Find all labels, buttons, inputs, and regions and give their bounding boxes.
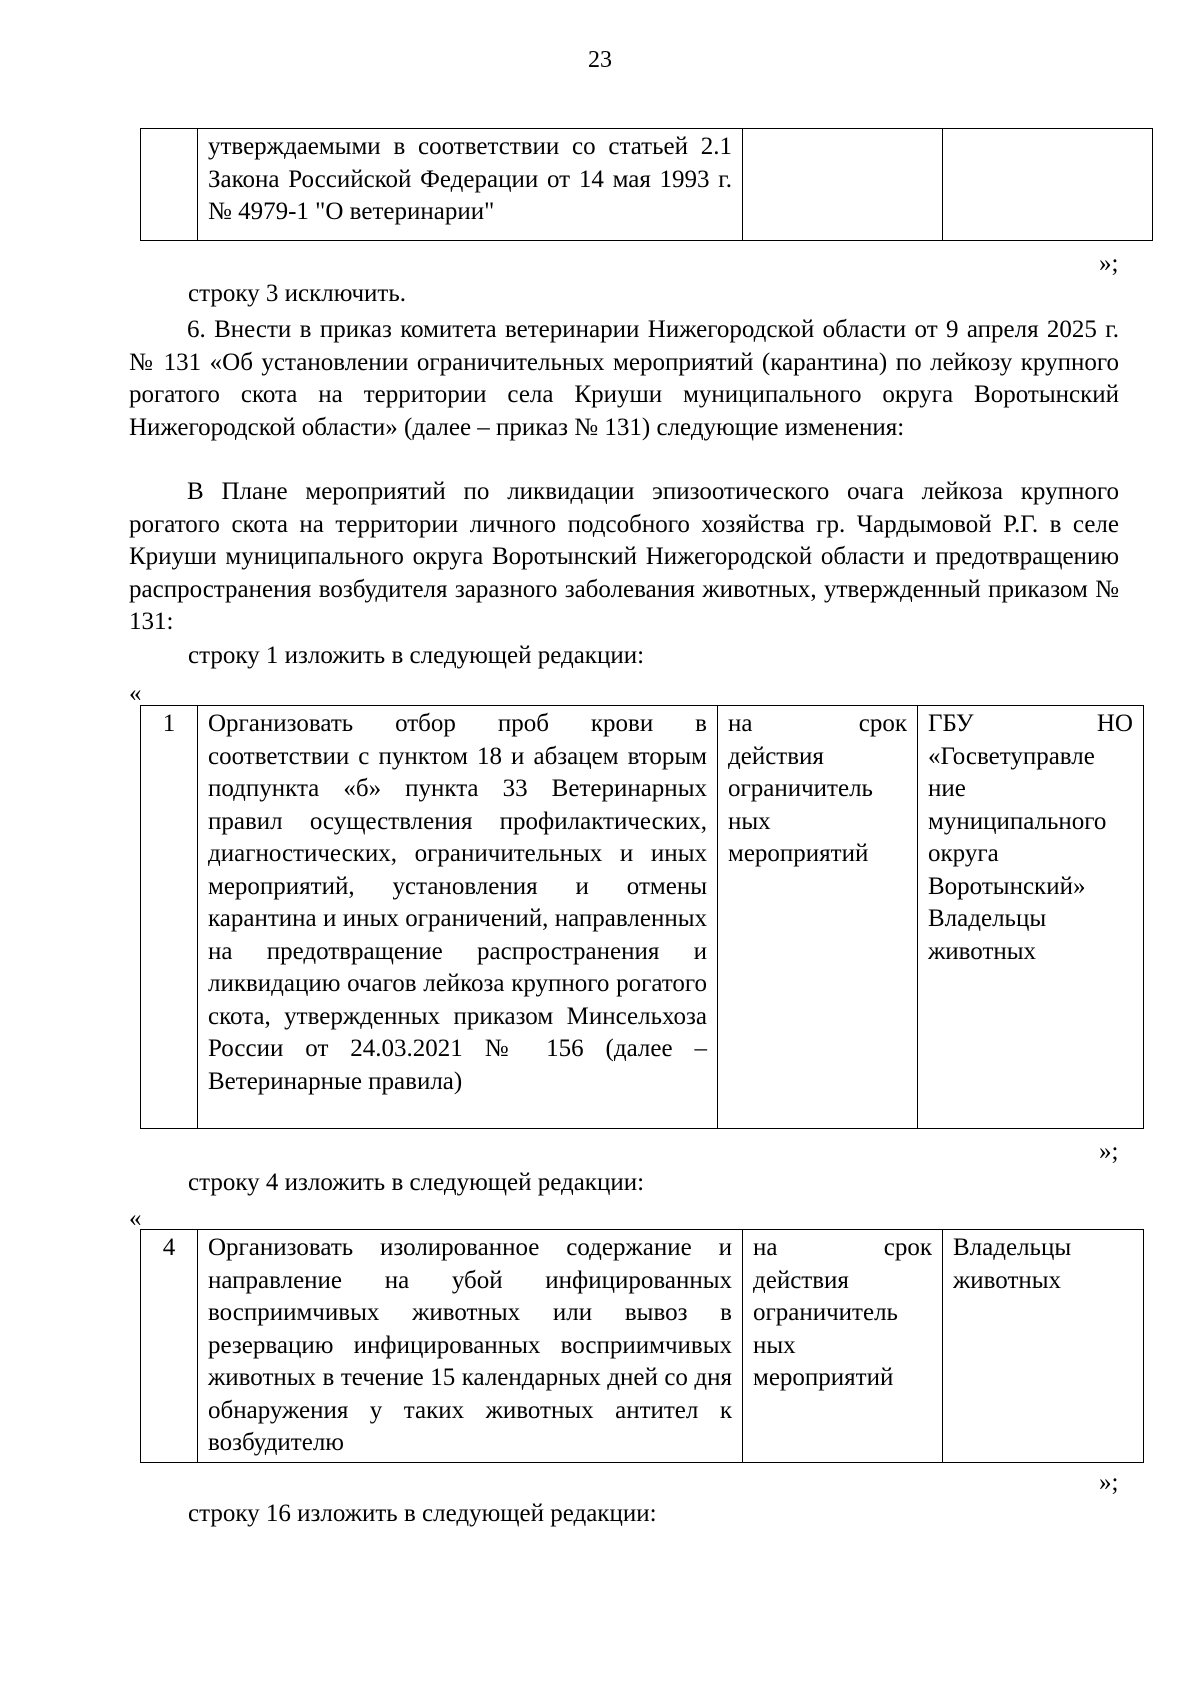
table-row-1 [140,705,1144,1129]
table-row [141,1230,1144,1463]
paragraph-6: 6. Внести в приказ комитета ветеринарии Нижегородской области от 9 апреля 2025 г. № 131 «Об установлении ограничительных мероприятий (карантина) по лейкозу крупного рогатого скота на территории села Криуши муниципального округа Воротынский Нижегородской области» (далее – приказ № 131) следующие изменения: [129,316,1119,441]
cell-measure: Организовать отбор проб крови в соответствии с пунктом 18 и абзацем вторым подпункта «б» пункта 33 Ветеринарных правил осуществления профилактических, диагностических, ограничительных и иных мероприятий, установления и отмены карантина и иных ограничений, направленных на предотвращение распространения и ликвидацию очагов лейкоза крупного рогатого скота, утвержденных приказом Минсельхоза России от 24.03.2021 № 156 (далее – Ветеринарные правила) [198,706,718,1129]
cell-measure: Организовать изолированное содержание и направление на убой инфицированных восприимчивых животных или вывоз в резервацию инфицированных восприимчивых животных в течение 15 календарных дней со дня обнаружения у таких животных антител к возбудителю [198,1230,743,1463]
cell-responsible [943,129,1153,241]
cell-responsible: Владельцы животных [943,1230,1144,1463]
table-continuation [140,128,1153,241]
closing-quote: »; [1099,1469,1119,1496]
page-number: 23 [588,47,612,73]
cell-term: на срок действия ограничитель ных мероприятий [718,706,918,1129]
closing-quote: »; [1099,250,1119,277]
cell-num: 1 [141,706,198,1129]
table-row [141,129,1153,241]
cell-term: на срок действия ограничитель ных мероприятий [743,1230,943,1463]
table-row [141,706,1144,1129]
closing-quote: »; [1099,1138,1119,1165]
instruction-row4: строку 4 изложить в следующей редакции: [188,1169,645,1196]
paragraph-plan: В Плане мероприятий по ликвидации эпизоотического очага лейкоза крупного рогатого скота на территории личного подсобного хозяйства гр. Чардымовой Р.Г. в селе Криуши муниципального округа Воротынский Нижегородской области и предотвращению распространения возбудителя заразного заболевания животных, утвержденный приказом № 131: [129,478,1119,635]
instruction-row16: строку 16 изложить в следующей редакции: [188,1500,657,1527]
instruction-delete-row3: строку 3 исключить. [188,280,406,307]
cell-term [743,129,943,241]
instruction-row1: строку 1 изложить в следующей редакции: [188,642,645,669]
cell-num: 4 [141,1230,198,1463]
opening-quote: « [129,680,142,707]
cell-responsible: ГБУ НО «Госветуправле ние муниципального округа Воротынский» Владельцы животных [918,706,1144,1129]
table-row-4 [140,1229,1144,1463]
cell-num [141,129,198,241]
cell-measure: утверждаемыми в соответствии со статьей 2.1 Закона Российской Федерации от 14 мая 1993 г. № 4979-1 "О ветеринарии" [198,129,743,241]
opening-quote: « [129,1205,142,1232]
